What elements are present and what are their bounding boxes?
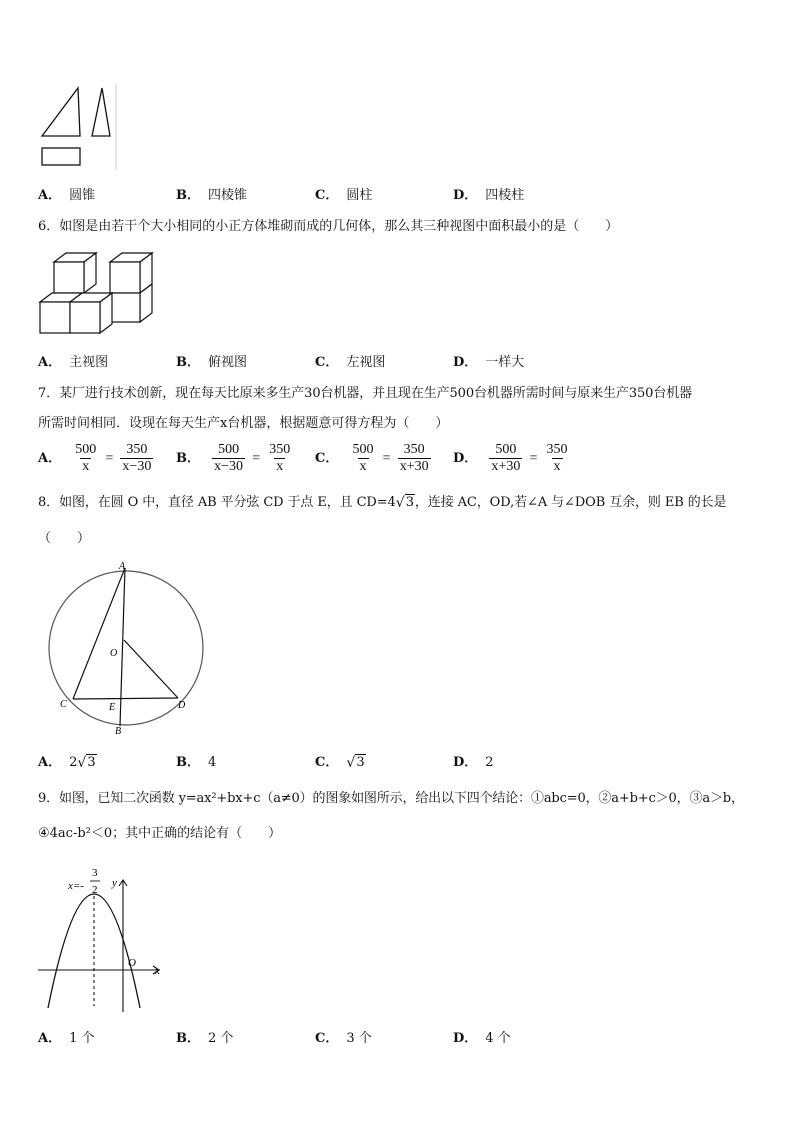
q5-option-c[interactable]	[315, 188, 372, 204]
q7-option-c[interactable]	[315, 442, 431, 475]
left-fraction	[73, 442, 98, 475]
option-letter: B．	[176, 1031, 200, 1046]
y-axis-label: y	[112, 877, 117, 889]
option-letter: B．	[176, 355, 200, 370]
equals-sign: =	[252, 450, 261, 466]
denominator: x+30	[491, 459, 521, 474]
side-view-triangle	[92, 88, 110, 136]
label-o: O	[110, 648, 118, 659]
option-text: 圆锥	[69, 188, 96, 203]
numerator: 500	[352, 442, 374, 457]
left-fraction	[212, 442, 245, 475]
option-letter: A．	[38, 755, 62, 770]
q8-stem-post: ，连接 AC，OD,若∠A 与∠DOB 互余，则 EB 的长是	[414, 495, 727, 510]
q9-option-c[interactable]	[315, 1031, 372, 1047]
denominator: x	[82, 459, 90, 474]
q5-option-a[interactable]	[38, 188, 95, 204]
left-fraction	[489, 442, 522, 475]
option-letter: D．	[453, 755, 478, 770]
right-fraction	[545, 442, 570, 475]
option-text: 四棱柱	[485, 188, 525, 203]
numerator: 500	[495, 442, 517, 457]
segment-od	[124, 640, 178, 698]
sqrt-sign: √ 3	[395, 495, 414, 511]
q8-option-a[interactable]	[38, 755, 97, 771]
numerator: 500	[75, 442, 97, 457]
q5-option-b[interactable]	[176, 188, 247, 204]
segment-ab	[120, 568, 125, 726]
denominator: x−30	[214, 459, 244, 474]
q8-stem-pre: 8．如图，在圆 O 中，直径 AB 平分弦 CD 于点 E，且 CD=4	[38, 495, 396, 510]
option-letter: D．	[453, 355, 478, 370]
denominator: x	[276, 459, 284, 474]
option-text: 四棱锥	[208, 188, 248, 203]
label-a: A	[119, 561, 126, 572]
q7-option-a[interactable]	[38, 442, 153, 475]
option-letter: A．	[38, 355, 62, 370]
left-fraction	[351, 442, 376, 475]
option-letter: B．	[176, 451, 200, 466]
option-letter: A．	[38, 188, 62, 203]
option-text: 圆柱	[346, 188, 373, 203]
denominator: x−30	[122, 459, 152, 474]
q7-option-d[interactable]	[453, 442, 570, 475]
denominator: x+30	[399, 459, 429, 474]
right-fraction	[120, 442, 153, 475]
q5-three-views-figure	[34, 84, 120, 172]
option-text: 4	[208, 755, 217, 770]
radicand: 3	[356, 755, 365, 770]
q7-stem-line2: 所需时间相同．设现在每天生产x台机器，根据题意可得方程为（ ）	[38, 416, 449, 431]
radicand: 3	[405, 495, 414, 510]
top-view-rectangle	[42, 148, 80, 165]
sqrt-sign: √ 3	[77, 755, 96, 771]
equals-sign: =	[382, 450, 391, 466]
x-axis-label: x	[155, 965, 160, 977]
numerator: 500	[218, 442, 240, 457]
equals-sign: =	[105, 450, 114, 466]
sqrt-sign: √ 3	[346, 755, 365, 771]
q9-stem-line1: 9．如图，已知二次函数 y=ax²+bx+c（a≠0）的图象如图所示，给出以下四个结论：①abc=0，②a+b+c＞0，③a＞b，	[38, 791, 744, 806]
front-view-triangle	[42, 88, 80, 136]
q6-stem: 6．如图是由若干个大小相同的小正方体堆砌而成的几何体，那么其三种视图中面积最小的是（ ）	[38, 219, 619, 234]
equals-sign: =	[529, 450, 538, 466]
option-text: 4 个	[485, 1031, 511, 1046]
option-text: 2	[485, 755, 494, 770]
numerator: 350	[546, 442, 568, 457]
option-letter: C．	[315, 755, 339, 770]
q7-stem-line1: 7．某厂进行技术创新，现在每天比原来多生产30台机器，并且现在生产500台机器所需时间与原来生产350台机器	[38, 386, 693, 401]
q6-option-b[interactable]	[176, 355, 247, 371]
numerator: 350	[126, 442, 148, 457]
option-letter: D．	[453, 451, 478, 466]
q6-cube-stack-figure	[38, 250, 156, 336]
axis-label-prefix: x=-	[68, 880, 84, 892]
numerator: 350	[269, 442, 291, 457]
q8-option-c[interactable]	[315, 755, 366, 771]
q8-option-b[interactable]	[176, 755, 216, 771]
q7-option-b[interactable]	[176, 442, 292, 475]
option-text: 2 个	[208, 1031, 234, 1046]
segment-ac	[73, 568, 125, 699]
segment-cd	[73, 698, 178, 699]
option-text: 左视图	[346, 355, 386, 370]
option-text: 俯视图	[208, 355, 248, 370]
option-letter: A．	[38, 1031, 62, 1046]
q8-option-d[interactable]	[453, 755, 494, 771]
option-text: 3 个	[346, 1031, 372, 1046]
denominator: x	[359, 459, 367, 474]
q9-option-b[interactable]	[176, 1031, 233, 1047]
q9-option-a[interactable]	[38, 1031, 95, 1047]
option-coef: 2	[69, 755, 78, 770]
option-text: 主视图	[69, 355, 109, 370]
axis-label-denominator: 2	[92, 884, 98, 896]
right-fraction	[267, 442, 292, 475]
q9-parabola-figure	[34, 858, 174, 1018]
option-letter: C．	[315, 188, 339, 203]
right-fraction	[398, 442, 431, 475]
option-letter: C．	[315, 355, 339, 370]
q6-option-a[interactable]	[38, 355, 108, 371]
label-c: C	[60, 699, 67, 710]
q8-circle-figure	[40, 560, 220, 738]
option-text: 1 个	[69, 1031, 95, 1046]
axis-label-numerator: 3	[92, 867, 98, 879]
denominator: x	[553, 459, 561, 474]
q6-option-d[interactable]	[453, 355, 524, 371]
option-letter: C．	[315, 451, 339, 466]
option-letter: B．	[176, 755, 200, 770]
numerator: 350	[403, 442, 425, 457]
q8-stem-line2: （ ）	[38, 531, 91, 546]
q8-stem-line1	[38, 495, 726, 511]
q5-option-d[interactable]	[453, 188, 524, 204]
q9-option-d[interactable]	[453, 1031, 511, 1047]
option-letter: B．	[176, 188, 200, 203]
option-letter: D．	[453, 188, 478, 203]
label-e: E	[109, 702, 116, 713]
origin-label: O	[128, 957, 136, 969]
label-d: D	[178, 700, 186, 711]
label-b: B	[115, 726, 122, 737]
q9-stem-line2: ④4ac-b²＜0；其中正确的结论有（ ）	[38, 826, 282, 841]
option-letter: D．	[453, 1031, 478, 1046]
option-text: 一样大	[485, 355, 525, 370]
option-letter: C．	[315, 1031, 339, 1046]
option-letter: A．	[38, 451, 62, 466]
radicand: 3	[87, 755, 96, 770]
q6-option-c[interactable]	[315, 355, 385, 371]
